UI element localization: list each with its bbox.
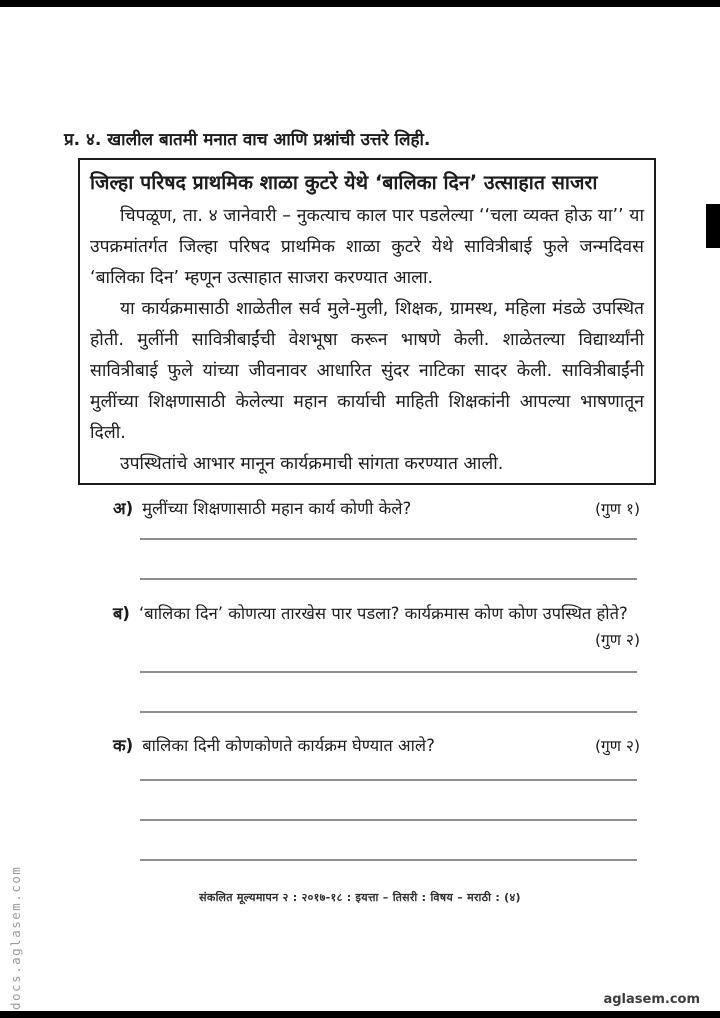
question-a-text: मुलींच्या शिक्षणासाठी महान कार्य कोणी केले?: [142, 499, 412, 518]
bottom-watermark: aglasem.com: [603, 992, 700, 1007]
question-a-label: अ): [113, 499, 134, 518]
question-b-row: [113, 601, 640, 626]
answer-line: [140, 779, 637, 781]
scan-edge-bar-top: [0, 0, 720, 7]
news-paragraph-3: उपस्थितांचे आभार मानून कार्यक्रमाची सांगता करण्यात आली.: [120, 454, 504, 474]
question-b-marks-row: [113, 628, 640, 653]
news-paragraph-2: या कार्यक्रमासाठी शाळेतील सर्व मुले-मुली, शिक्षक, ग्रामस्थ, महिला मंडळे उपस्थित होती. मुलींनी सावित्रीबाईंची वेशभूषा करून भाषणे केली. शाळेतल्या विद्यार्थ्यांनी सावित्रीबाई फुले यांच्या जीवनावर आधारित सुंदर नाटिका सादर केली. सावित्रीबाईंनी मुलींच्या शिक्षणासाठी केलेल्या महान कार्याची माहिती शिक्षकांनी आपल्या भाषणातून दिली.: [90, 299, 644, 443]
page-footer: संकलित मूल्यमापन २ : २०१७-१८ : इयत्ता – तिसरी : विषय – मराठी : (४): [199, 891, 521, 904]
question-b-text: ‘बालिका दिन’ कोणत्या तारखेस पार पडला? कार्यक्रमास कोण कोण उपस्थित होते?: [138, 604, 628, 623]
question-a-row: [113, 496, 640, 522]
answer-line: [140, 819, 637, 821]
answer-line: [140, 859, 637, 861]
answer-line: [140, 578, 637, 580]
scan-edge-bar-bottom: [0, 1011, 720, 1018]
answer-line: [140, 671, 637, 673]
question-b-marks: (गुण २): [594, 631, 640, 649]
question-k-text: बालिका दिनी कोणकोणते कार्यक्रम घेण्यात आले?: [142, 736, 435, 755]
news-paragraph-1: चिपळूण, ता. ४ जानेवारी – नुकत्याच काल पार पडलेल्या ‘‘चला व्यक्त होऊ या’’ या उपक्रमांतर्गत जिल्हा परिषद प्राथमिक शाळा कुटरे येथे सावित्रीबाई फुले जन्मदिवस ‘बालिका दिन’ म्हणून उत्साहात साजरा करण्यात आला.: [90, 206, 644, 288]
answer-line: [140, 538, 637, 540]
scan-edge-mark-right: [706, 204, 720, 248]
question-b-label: ब): [113, 604, 130, 623]
answer-line: [140, 711, 637, 713]
question-k-row: [113, 733, 640, 759]
news-box: [78, 158, 656, 485]
question-k-label: क): [113, 736, 134, 755]
side-watermark: docs.aglasem.com: [8, 865, 23, 1010]
question-k-marks: (गुण २): [594, 737, 640, 755]
question-intro: प्र. ४. खालील बातमी मनात वाच आणि प्रश्नांची उत्तरे लिही.: [64, 130, 431, 150]
question-a-marks: (गुण १): [594, 500, 640, 518]
news-headline: जिल्हा परिषद प्राथमिक शाळा कुटरे येथे ‘बालिका दिन’ उत्साहात साजरा: [90, 171, 598, 194]
